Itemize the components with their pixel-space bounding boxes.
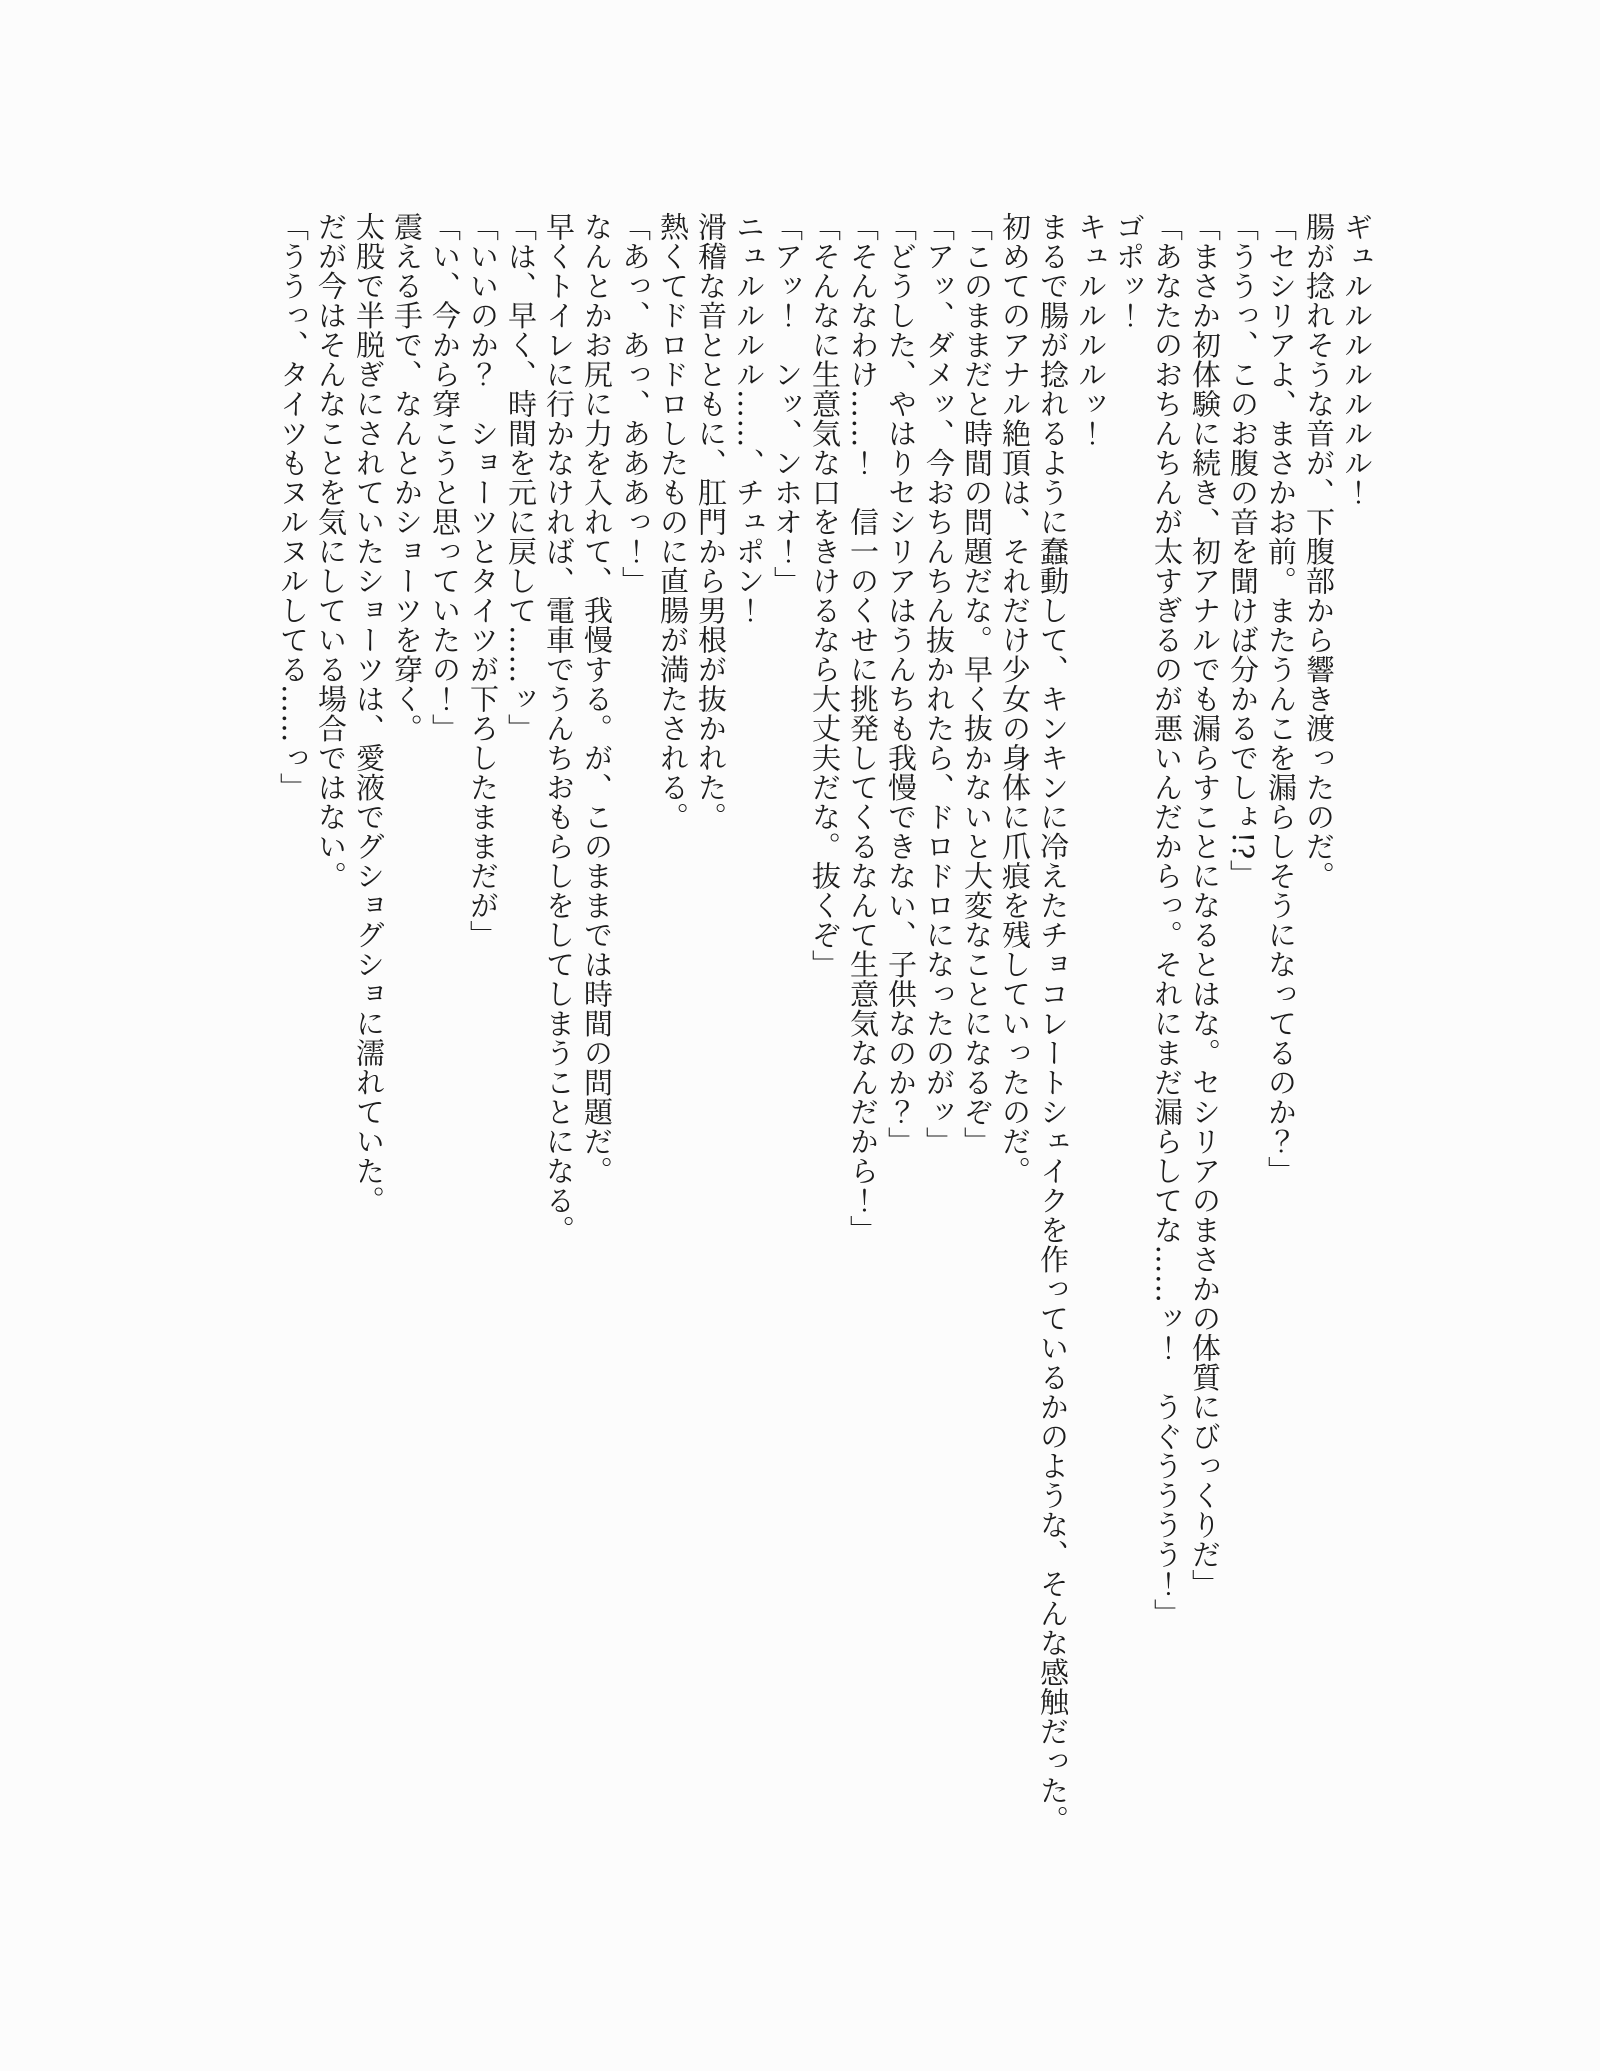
- text-column-10: 初めてのアナル絶頂は、それだけ少女の身体に爪痕を残していったのだ。: [998, 212, 1032, 1186]
- text-column-25: 「い、今から穿こうと思っていたの！」: [428, 212, 462, 743]
- text-column-5: 「まさか初体験に続き、初アナルでも漏らすことになるとはな。セシリアのまさかの体質にびっくりだ」: [1188, 212, 1222, 1599]
- text-column-6: 「あなたのおちんちんが太すぎるのが悪いんだからっ。それにまだ漏らしてな……ッ！ うぐうううう！」: [1150, 212, 1184, 1628]
- text-column-14: 「そんなわけ……！ 信一のくせに挑発してくるなんて生意気なんだから！」: [846, 212, 880, 1245]
- text-column-19: 熱くてドロドロしたものに直腸が満たされる。: [656, 212, 690, 832]
- text-column-27: 太股で半脱ぎにされていたショーツは、愛液でグショグショに濡れていた。: [352, 212, 386, 1215]
- text-column-8: キュルルルルッ！: [1074, 212, 1108, 448]
- text-column-9: まるで腸が捻れるように蠢動して、キンキンに冷えたチョコレートシェイクを作っているかのような、そんな感触だった。: [1036, 212, 1070, 1835]
- text-column-29: 「ううっ、タイツもヌルヌルしてる……っ」: [276, 212, 310, 802]
- text-column-21: なんとかお尻に力を入れて、我慢する。が、このままでは時間の問題だ。: [580, 212, 614, 1186]
- text-column-23: 「は、早く、時間を元に戻して……ッ」: [504, 212, 538, 743]
- text-column-4: 「ううっ、このお腹の音を聞けば分かるでしょ!?」: [1226, 212, 1260, 890]
- text-column-12: 「アッ、ダメッ、今おちんちん抜かれたら、ドロドロになったのがッ」: [922, 212, 956, 1156]
- text-column-1: ギュルルルルルルル！: [1340, 212, 1374, 507]
- text-column-22: 早くトイレに行かなければ、電車でうんちおもらしをしてしまうことになる。: [542, 212, 576, 1245]
- text-column-20: 「あっ、あっ、あああっ！」: [618, 212, 652, 596]
- text-column-11: 「このままだと時間の問題だな。早く抜かないと大変なことになるぞ」: [960, 212, 994, 1156]
- text-column-13: 「どうした、やはりセシリアはうんちも我慢できない、子供なのか？」: [884, 212, 918, 1156]
- text-column-16: 「アッ！ ンッ、ンホオ！」: [770, 212, 804, 596]
- text-block: [274, 212, 1376, 1864]
- text-column-18: 滑稽な音とともに、肛門から男根が抜かれた。: [694, 212, 728, 832]
- text-column-24: 「いいのか？ ショーツとタイツが下ろしたままだが」: [466, 212, 500, 950]
- text-column-7: ゴポッ！: [1112, 212, 1146, 330]
- text-column-17: ニュルルルル……、チュポン！: [732, 212, 766, 625]
- text-column-2: 腸が捻れそうな音が、下腹部から響き渡ったのだ。: [1302, 212, 1336, 891]
- text-column-26: 震える手で、なんとかショーツを穿く。: [390, 212, 424, 743]
- text-column-3: 「セシリアよ、まさかお前。またうんこを漏らしそうになってるのか？」: [1264, 212, 1298, 1186]
- text-column-28: だが今はそんなことを気にしている場合ではない。: [314, 212, 348, 891]
- text-column-15: 「そんなに生意気な口をきけるなら大丈夫だな。抜くぞ」: [808, 212, 842, 979]
